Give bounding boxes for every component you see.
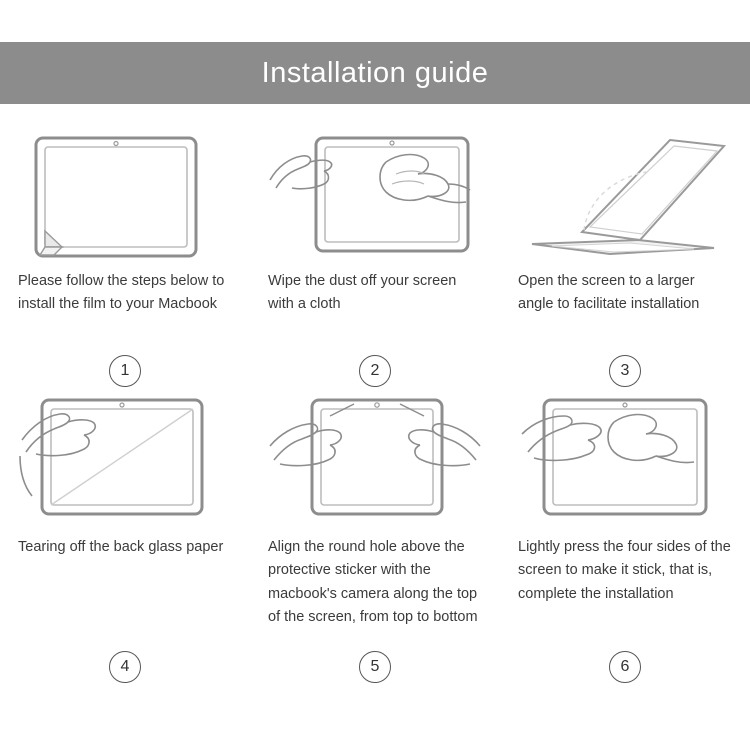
step-number-badge: 3 [609, 355, 641, 387]
step-card-1 [0, 128, 250, 394]
step-3-number-wrap [518, 348, 732, 394]
step-3-caption: Open the screen to a larger angle to facilitate installation [518, 273, 700, 313]
step-5-number-wrap [268, 644, 482, 690]
header-bar [0, 42, 750, 104]
step-number-badge: 1 [109, 355, 141, 387]
step-number-badge: 2 [359, 355, 391, 387]
step-number-badge: 6 [609, 651, 641, 683]
step-card-6 [500, 394, 750, 690]
step-6-caption: Lightly press the four sides of the screen to make it stick, that is, complete the installation [518, 539, 731, 602]
step-3-illustration [518, 128, 732, 260]
step-1-illustration [18, 128, 232, 260]
page-title: Installation guide [261, 56, 489, 89]
step-5-illustration [268, 394, 482, 526]
step-6-illustration [518, 394, 732, 526]
step-2-caption: Wipe the dust off your screen with a cloth [268, 273, 457, 313]
step-1-number-wrap [18, 348, 232, 394]
step-2-number-wrap [268, 348, 482, 394]
step-card-3 [500, 128, 750, 394]
step-number-badge: 5 [359, 651, 391, 683]
step-4-caption: Tearing off the back glass paper [18, 539, 224, 555]
step-card-5 [250, 394, 500, 690]
step-1-caption: Please follow the steps below to install the film to your Macbook [18, 273, 225, 313]
step-6-number-wrap [518, 644, 732, 690]
steps-grid [0, 128, 750, 690]
step-2-illustration [268, 128, 482, 260]
step-4-illustration [18, 394, 232, 526]
step-card-4 [0, 394, 250, 690]
step-number-badge: 4 [109, 651, 141, 683]
step-5-caption: Align the round hole above the protective sticker with the macbook's camera along the top of the screen, from top to bottom [268, 539, 478, 626]
step-card-2 [250, 128, 500, 394]
step-4-number-wrap [18, 644, 232, 690]
